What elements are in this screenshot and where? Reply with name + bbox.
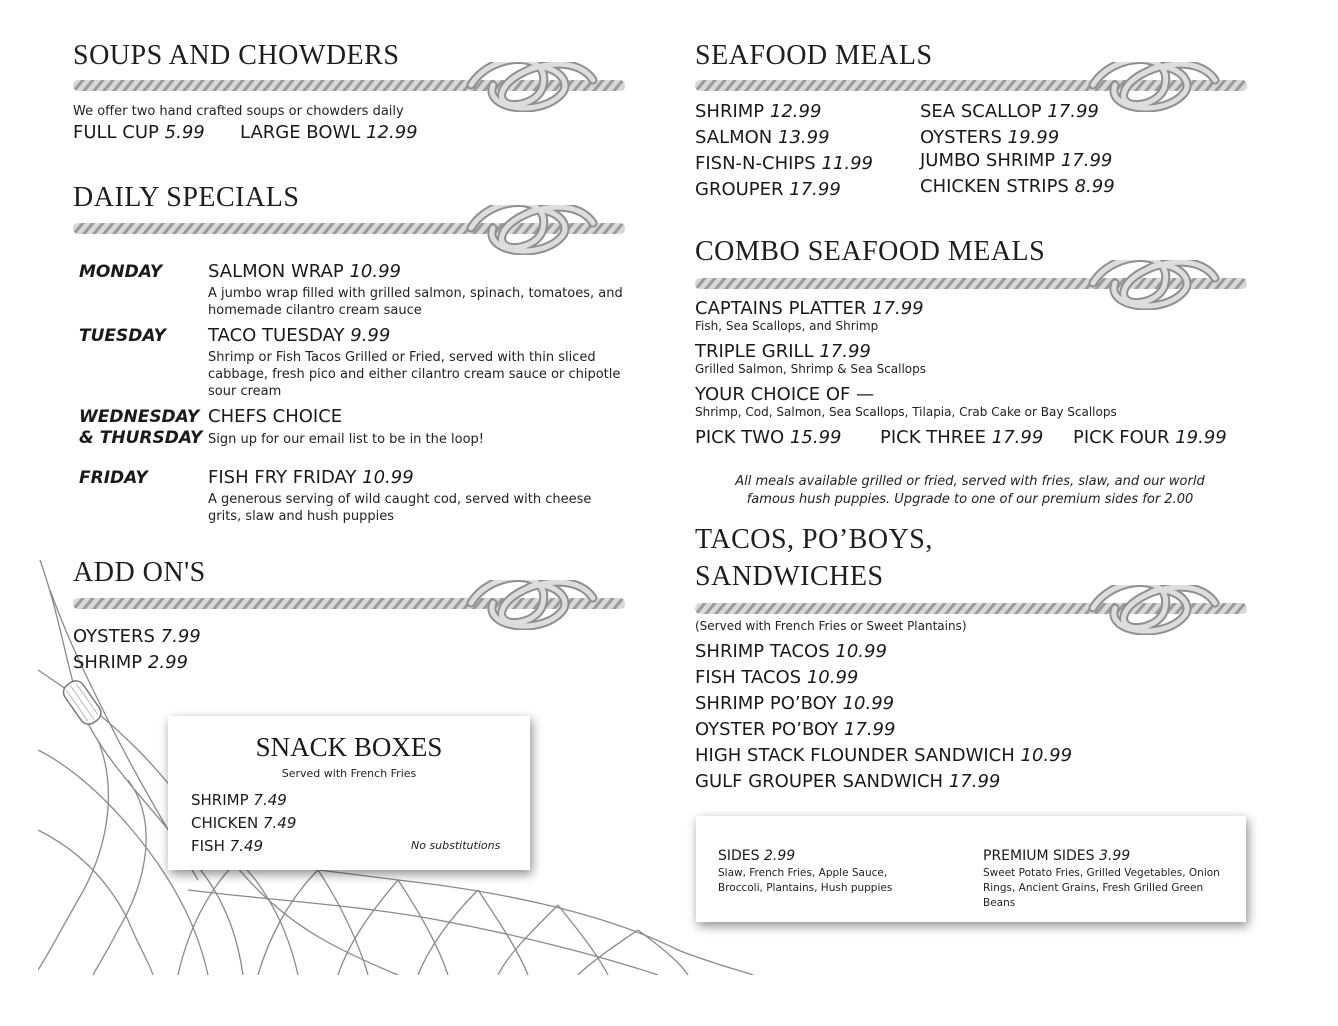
sides-card — [696, 816, 1246, 922]
premium-sides-title: PREMIUM SIDES 3.99 — [983, 848, 1131, 864]
special-desc: Shrimp or Fish Tacos Grilled or Fried, served with thin sliced cabbage, fresh pico and either cilantro cream sauce or chipotle sour cream — [208, 350, 621, 399]
special-name: TACO TUESDAY 9.99 — [208, 325, 391, 346]
special-name: FISH FRY FRIDAY 10.99 — [208, 467, 414, 488]
section-title-seafood: SEAFOOD MEALS — [695, 40, 933, 71]
tacos-item: SHRIMP TACOS 10.99 — [695, 641, 887, 662]
combo-item: CAPTAINS PLATTER 17.99 — [695, 298, 924, 319]
tacos-item: HIGH STACK FLOUNDER SANDWICH 10.99 — [695, 745, 1073, 766]
combo-desc: Fish, Sea Scallops, and Shrimp — [695, 319, 879, 333]
special-desc: A generous serving of wild caught cod, served with cheese grits, slaw and hush puppies — [208, 492, 592, 524]
section-title-specials: DAILY SPECIALS — [73, 182, 300, 213]
special-name: CHEFS CHOICE — [208, 406, 343, 427]
special-day: MONDAY — [79, 262, 163, 282]
combo-footnote: All meals available grilled or fried, served with fries, slaw, and our world famous hush puppies. Upgrade to one of our premium sides for 2.00 — [735, 474, 1205, 507]
addon-item: SHRIMP 2.99 — [73, 652, 188, 673]
tacos-item: OYSTER PO’BOY 17.99 — [695, 719, 896, 740]
special-name: SALMON WRAP 10.99 — [208, 261, 401, 282]
snack-item: CHICKEN 7.49 — [191, 814, 297, 832]
special-day-2: & THURSDAY — [79, 428, 203, 448]
combo-pick: PICK THREE 17.99 — [880, 427, 1044, 448]
soup-bowl: LARGE BOWL 12.99 — [240, 122, 418, 143]
rope-divider-icon — [73, 580, 625, 630]
snack-item: FISH 7.49 — [191, 837, 264, 855]
seafood-item: SEA SCALLOP 17.99 — [920, 101, 1099, 122]
seafood-item: GROUPER 17.99 — [695, 179, 841, 200]
combo-desc: Shrimp, Cod, Salmon, Sea Scallops, Tilapia, Crab Cake or Bay Scallops — [695, 405, 1117, 419]
snack-subtitle: Served with French Fries — [281, 767, 417, 780]
snack-note: No substitutions — [411, 839, 501, 852]
sides-title: SIDES 2.99 — [718, 848, 796, 864]
seafood-item: CHICKEN STRIPS 8.99 — [920, 176, 1115, 197]
special-desc: A jumbo wrap filled with grilled salmon, spinach, tomatoes, and homemade cilantro cream sauce — [208, 286, 623, 318]
premium-sides-desc: Sweet Potato Fries, Grilled Vegetables, Onion Rings, Ancient Grains, Fresh Grilled Green Beans — [983, 867, 1220, 909]
section-title-addons: ADD ON'S — [73, 557, 206, 588]
soups-note: We offer two hand crafted soups or chowders daily — [73, 104, 404, 119]
seafood-item: SALMON 13.99 — [695, 127, 830, 148]
seafood-item: SHRIMP 12.99 — [695, 101, 822, 122]
seafood-item: FISN-N-CHIPS 11.99 — [695, 153, 873, 174]
snack-item: SHRIMP 7.49 — [191, 791, 287, 809]
combo-desc: Grilled Salmon, Shrimp & Sea Scallops — [695, 362, 927, 376]
special-day: WEDNESDAY — [79, 407, 200, 427]
section-title-tacos: TACOS, PO’BOYS, — [695, 524, 933, 555]
combo-item: TRIPLE GRILL 17.99 — [695, 341, 871, 362]
rope-divider-icon — [73, 205, 625, 255]
combo-choice: YOUR CHOICE OF — — [695, 384, 875, 405]
tacos-item: FISH TACOS 10.99 — [695, 667, 859, 688]
tacos-item: SHRIMP PO’BOY 10.99 — [695, 693, 895, 714]
snack-box-card — [168, 716, 530, 870]
special-desc: Sign up for our email list to be in the loop! — [208, 432, 484, 447]
combo-pick: PICK FOUR 19.99 — [1073, 427, 1227, 448]
section-title-tacos-2: SANDWICHES — [695, 561, 884, 592]
soup-cup: FULL CUP 5.99 — [73, 122, 205, 143]
special-day: FRIDAY — [79, 468, 148, 488]
addon-item: OYSTERS 7.99 — [73, 626, 201, 647]
tacos-item: GULF GROUPER SANDWICH 17.99 — [695, 771, 1001, 792]
seafood-item: OYSTERS 19.99 — [920, 127, 1060, 148]
seafood-item: JUMBO SHRIMP 17.99 — [920, 150, 1113, 171]
special-day: TUESDAY — [79, 326, 166, 346]
snack-title: SNACK BOXES — [255, 732, 443, 762]
tacos-note: (Served with French Fries or Sweet Plantains) — [695, 619, 967, 633]
net-float-icon — [60, 677, 104, 727]
section-title-combo: COMBO SEAFOOD MEALS — [695, 236, 1046, 267]
section-title-soups: SOUPS AND CHOWDERS — [73, 40, 400, 71]
combo-pick: PICK TWO 15.99 — [695, 427, 842, 448]
sides-desc: Slaw, French Fries, Apple Sauce, Broccoli, Plantains, Hush puppies — [718, 867, 893, 894]
